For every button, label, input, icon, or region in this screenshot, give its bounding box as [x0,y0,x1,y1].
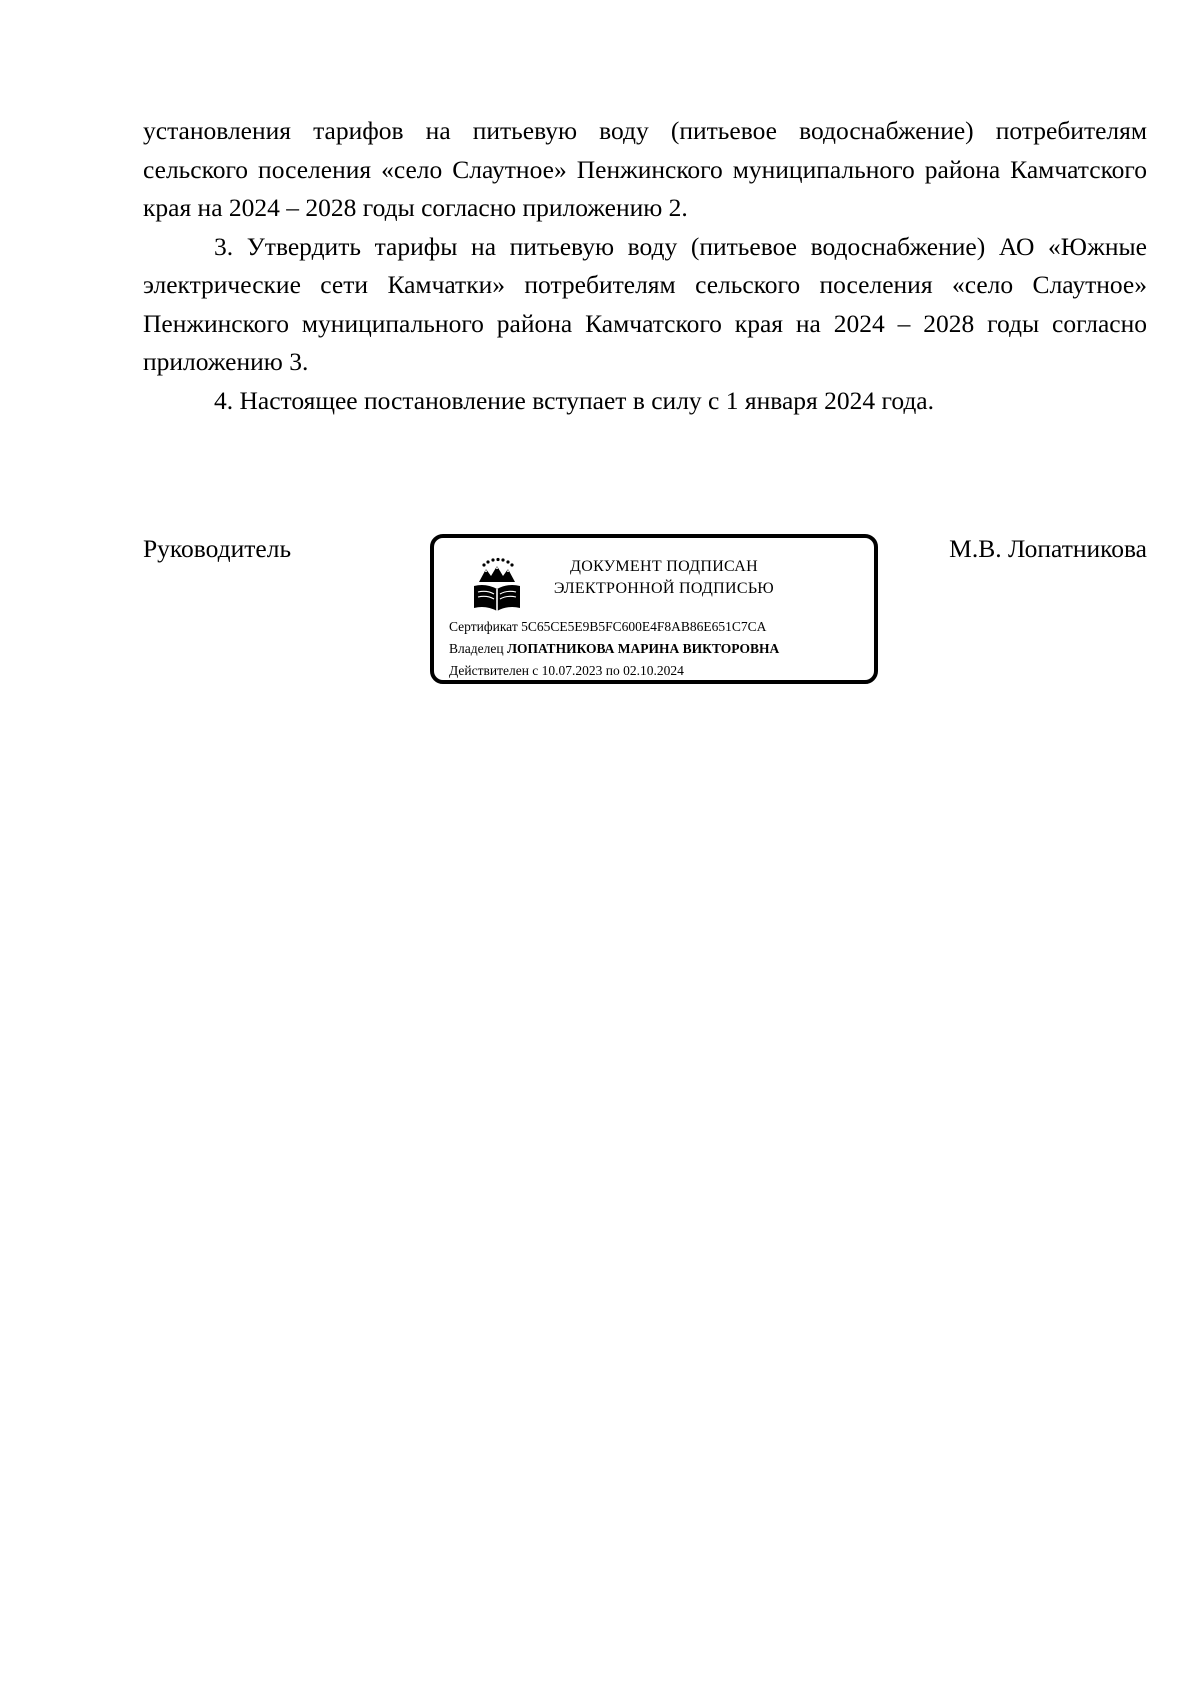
certificate-line [449,616,869,638]
document-body [143,112,1147,420]
stamp-details [449,616,869,682]
valid-label: Действителен с [449,663,539,678]
validity-line [449,660,869,682]
paragraph-2-continuation: установления тарифов на питьевую воду (питьевое водоснабжение) потребителям сельского поселения «село Слаутное» Пенжинского муниципального района Камчатского края на 2024 – 2028 годы согласно приложению 2. [143,116,1147,222]
signer-name: М.В. Лопатникова [949,534,1147,563]
electronic-signature-stamp [430,534,878,684]
paragraph-4: 4. Настоящее постановление вступает в силу с 1 января 2024 года. [214,385,935,415]
stamp-title-line-1: ДОКУМЕНТ ПОДПИСАН [570,558,758,575]
owner-line [449,638,869,660]
stamp-title [539,556,789,600]
valid-to: 02.10.2024 [623,663,684,678]
owner-value: ЛОПАТНИКОВА МАРИНА ВИКТОРОВНА [506,641,780,656]
certificate-label: Сертификат [449,619,518,634]
valid-to-label: по [605,663,620,678]
kamchatka-emblem-icon [468,556,526,614]
certificate-value: 5C65CE5E9B5FC600E4F8AB86E651C7CA [521,619,767,634]
stamp-title-line-2: ЭЛЕКТРОННОЙ ПОДПИСЬЮ [553,580,775,597]
valid-from: 10.07.2023 [541,663,603,678]
owner-label: Владелец [449,641,504,656]
signature-block [143,530,1147,700]
paragraph-3: 3. Утвердить тарифы на питьевую воду (питьевое водоснабжение) АО «Южные электрические сети Камчатки» потребителям сельского поселения «село Слаутное» Пенжинского муниципального района Камчатского края на 2024 – 2028 годы согласно приложению 3. [143,231,1147,376]
signer-role: Руководитель [143,534,292,563]
